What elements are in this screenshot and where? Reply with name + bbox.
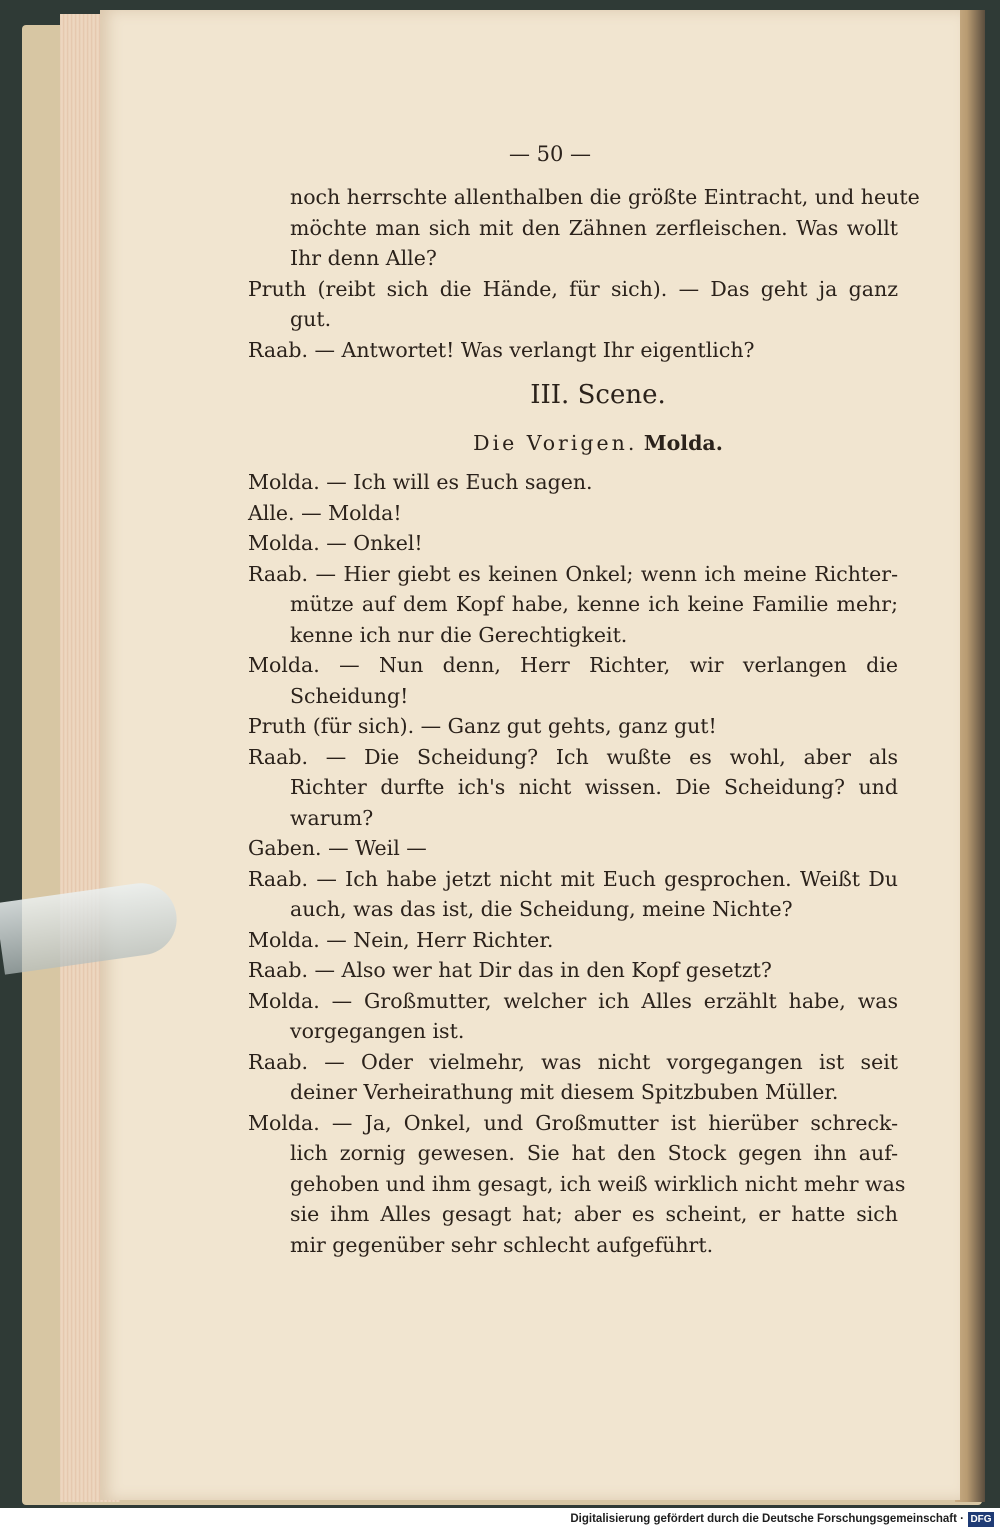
footer-text: Digitalisierung gefördert durch die Deutsche Forschungsgemeinschaft ·	[570, 1513, 964, 1525]
dialogue-block	[248, 467, 906, 1260]
text-line: Raab. — Antwortet! Was verlangt Ihr eigentlich?	[248, 337, 755, 362]
dialogue-line: sie ihm Alles gesagt hat; aber es scheint, er hatte sich	[290, 1202, 898, 1226]
footer-bar	[0, 1508, 1000, 1533]
dialogue-line: mütze auf dem Kopf habe, kenne ich keine Familie mehr;	[290, 592, 898, 616]
dialogue-line: Molda. — Ich will es Euch sagen.	[248, 470, 593, 494]
dialogue-line: Molda. — Onkel!	[248, 531, 423, 555]
scene-subheading	[248, 421, 898, 467]
dialogue-line: Raab. — Hier giebt es keinen Onkel; wenn ich meine Richter-	[248, 561, 898, 586]
dialogue-line: Pruth (für sich). — Ganz gut gehts, ganz gut!	[248, 714, 717, 738]
text-line: gut.	[290, 307, 332, 331]
dialogue-line: gehoben und ihm gesagt, ich weiß wirklich nicht mehr was	[290, 1171, 906, 1196]
dialogue-line: Raab. — Also wer hat Dir das in den Kopf gesetzt?	[248, 958, 772, 982]
text-line: möchte man sich mit den Zähnen zerfleischen. Was wollt	[290, 215, 898, 240]
dialogue-line: Richter durfte ich's nicht wissen. Die Scheidung? und	[290, 775, 898, 799]
dialogue-line: warum?	[290, 805, 374, 830]
opening-lines	[248, 182, 920, 365]
dialogue-line: Raab. — Oder vielmehr, was nicht vorgegangen ist seit	[248, 1049, 898, 1074]
dialogue-line: kenne ich nur die Gerechtigkeit.	[290, 622, 628, 647]
dialogue-line: Molda. — Nein, Herr Richter.	[248, 927, 554, 952]
dialogue-line: deiner Verheirathung mit diesem Spitzbuben Müller.	[290, 1080, 839, 1104]
text-line: Ihr denn Alle?	[290, 246, 437, 270]
dialogue-line: Raab. — Die Scheidung? Ich wußte es wohl, aber als	[248, 744, 898, 769]
text-line: noch herrschte allenthalben die größte Eintracht, und heute	[290, 185, 920, 209]
page-number: — 50 —	[508, 142, 592, 166]
dialogue-line: Molda. — Nun denn, Herr Richter, wir verlangen die	[248, 653, 898, 677]
dialogue-line: Raab. — Ich habe jetzt nicht mit Euch gesprochen. Weißt Du	[248, 866, 898, 891]
dialogue-line: Alle. — Molda!	[248, 500, 402, 525]
dialogue-line: auch, was das ist, die Scheidung, meine Nichte?	[290, 897, 793, 921]
dialogue-line: Molda. — Ja, Onkel, und Großmutter ist hierüber schreck-	[248, 1110, 898, 1135]
dialogue-line: vorgegangen ist.	[290, 1019, 465, 1043]
dialogue-line: Molda. — Großmutter, welcher ich Alles erzählt habe, was	[248, 988, 898, 1013]
dialogue-line: lich zornig gewesen. Sie hat den Stock gegen ihn auf-	[290, 1141, 898, 1165]
dfg-logo: DFG	[968, 1512, 994, 1527]
scene-sub-prefix: Die Vorigen.	[473, 431, 638, 455]
dialogue-line: Gaben. — Weil —	[248, 836, 427, 860]
text-line: Pruth (reibt sich die Hände, für sich). — Das geht ja ganz	[248, 276, 898, 301]
dialogue-line: Scheidung!	[290, 683, 409, 708]
dialogue-line: mir gegenüber sehr schlecht aufgeführt.	[290, 1232, 714, 1257]
scene-heading: III. Scene.	[530, 380, 666, 410]
page-text	[248, 182, 920, 1260]
scene-sub-name: Molda.	[643, 431, 723, 455]
